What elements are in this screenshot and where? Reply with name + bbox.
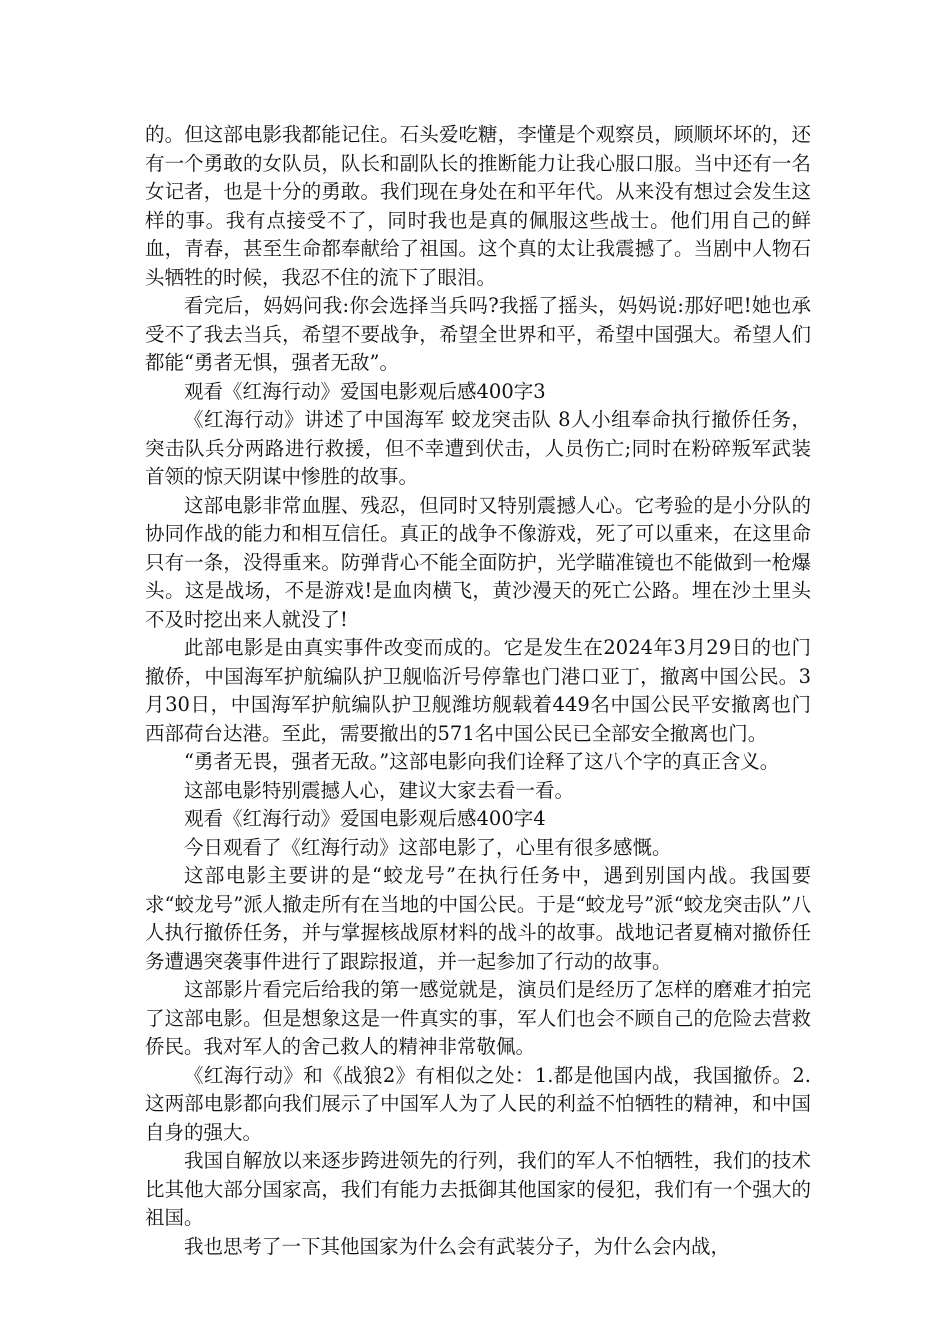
paragraph: 这部电影非常血腥、残忍，但同时又特别震撼人心。它考验的是小分队的协同作战的能力和相互信任。真正的战争不像游戏，死了可以重来，在这里命只有一条，没得重来。防弹背心不能全面防护，光学瞄准镜也不能做到一枪爆头。这是战场，不是游戏!是血肉横飞，黄沙漫天的死亡公路。埋在沙土里头不及时挖出来人就没了! [145,493,811,631]
paragraph: 今日观看了《红海行动》这部电影了，心里有很多感慨。 [184,835,672,859]
section-heading: 观看《红海行动》爱国电影观后感400字3 [184,379,546,403]
paragraph: 这部电影主要讲的是“蛟龙号”在执行任务中，遇到别国内战。我国要求“蛟龙号”派人撤走所有在当地的中国公民。于是“蛟龙号”派“蛟龙突击队”八人执行撤侨任务，并与掌握核战原材料的战斗的故事。战地记者夏楠对撤侨任务遭遇突袭事件进行了跟踪报道，并一起参加了行动的故事。 [145,864,811,973]
section-heading: 观看《红海行动》爱国电影观后感400字4 [184,807,546,830]
paragraph: 《红海行动》讲述了中国海军 蛟龙突击队 8人小组奉命执行撤侨任务，突击队兵分两路进行救援，但不幸遭到伏击，人员伤亡;同时在粉碎叛军武装首领的惊天阴谋中惨胜的故事。 [145,408,811,488]
paragraph: 《红海行动》和《战狼2》有相似之处：1.都是他国内战，我国撤侨。2.这两部电影都向我们展示了中国军人为了人民的利益不怕牺牲的精神，和中国自身的强大。 [145,1063,811,1144]
paragraph: 的。但这部电影我都能记住。石头爱吃糖，李懂是个观察员，顾顺坏坏的，还有一个勇敢的女队员，队长和副队长的推断能力让我心服口服。当中还有一名女记者，也是十分的勇敢。我们现在身处在和平年代。从来没有想过会发生这样的事。我有点接受不了，同时我也是真的佩服这些战士。他们用自己的鲜血，青春，甚至生命都奉献给了祖国。这个真的太让我震撼了。当剧中人物石头牺牲的时候，我忍不住的流下了眼泪。 [145,123,811,289]
paragraph: 这部电影特别震撼人心，建议大家去看一看。 [184,778,575,802]
paragraph: 我也思考了一下其他国家为什么会有武装分子，为什么会内战， [184,1234,731,1258]
paragraph: 这部影片看完后给我的第一感觉就是，演员们是经历了怎样的磨难才拍完了这部电影。但是想象这是一件真实的事，军人们也会不顾自己的危险去营救侨民。我对军人的舍己救人的精神非常敬佩。 [145,978,811,1058]
paragraph: 此部电影是由真实事件改变而成的。它是发生在2024年3月29日的也门撤侨，中国海军护航编队护卫舰临沂号停靠也门港口亚丁，撤离中国公民。3月30日，中国海军护航编队护卫舰潍坊舰载着449名中国公民平安撤离也门西部荷台达港。至此，需要撤出的571名中国公民已全部安全撤离也门。 [145,636,811,745]
paragraph: 我国自解放以来逐步跨进领先的行列，我们的军人不怕牺牲，我们的技术比其他大部分国家高，我们有能力去抵御其他国家的侵犯，我们有一个强大的祖国。 [145,1149,811,1229]
document-body [145,121,811,1261]
paragraph: 看完后，妈妈问我:你会选择当兵吗?我摇了摇头，妈妈说:那好吧!她也承受不了我去当兵，希望不要战争，希望全世界和平，希望中国强大。希望人们都能“勇者无惧，强者无敌”。 [145,294,811,374]
paragraph: “勇者无畏，强者无敌。”这部电影向我们诠释了这八个字的真正含义。 [184,750,780,773]
